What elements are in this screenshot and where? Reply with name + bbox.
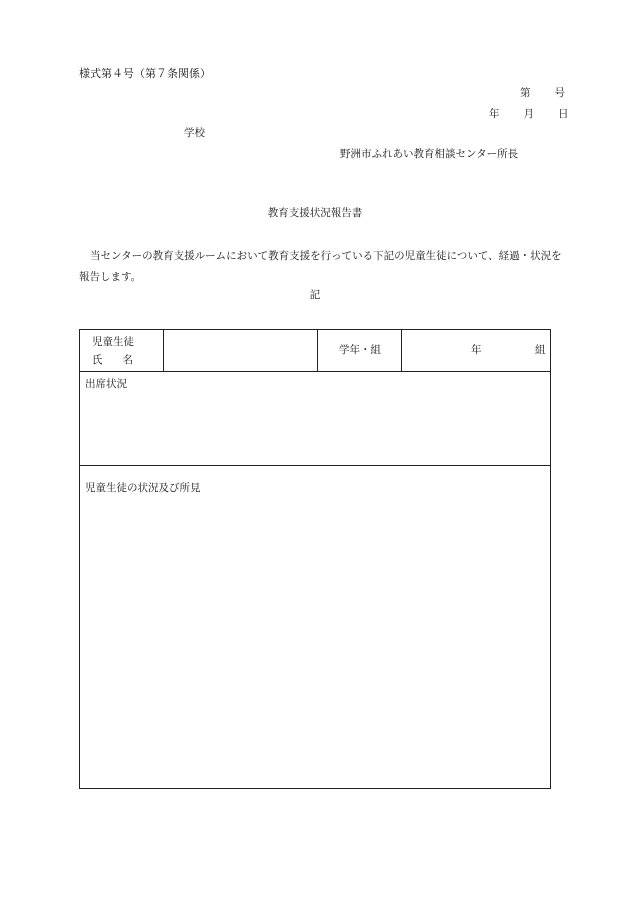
document-number-suffix: 号	[554, 87, 565, 99]
grade-year-label: 年	[471, 344, 482, 356]
recipient: 学校	[184, 127, 205, 139]
document-title: 教育支援状況報告書	[267, 207, 363, 219]
student-name-field[interactable]	[164, 330, 318, 371]
grade-class-label: 組	[535, 344, 546, 356]
document-date	[489, 109, 569, 120]
student-name-label-line1: 児童生徒	[92, 336, 134, 348]
report-table	[79, 329, 551, 789]
body-text: 当センターの教育支援ルームにおいて教育支援を行っている下記の児童生徒について、経過・状況を報告します。	[79, 250, 562, 283]
form-number: 様式第４号（第７条関係）	[79, 67, 211, 80]
status-label: 児童生徒の状況及び所見	[85, 482, 201, 494]
student-name-label-line2	[92, 355, 133, 366]
attendance-field[interactable]	[80, 372, 550, 466]
grade-label-cell	[318, 330, 402, 371]
document-number	[520, 88, 565, 99]
student-name-label-cell	[80, 330, 164, 371]
grade-field[interactable]	[402, 330, 552, 371]
document-number-prefix: 第	[520, 87, 531, 99]
table-row-student	[80, 330, 550, 372]
grade-label: 学年・組	[339, 344, 381, 356]
sender: 野洲市ふれあい教育相談センター所長	[340, 148, 519, 160]
name-label-mei: 名	[122, 354, 133, 366]
ki-heading: 記	[309, 289, 321, 301]
status-field[interactable]	[80, 466, 550, 788]
date-month: 月	[523, 108, 534, 120]
date-year: 年	[489, 108, 500, 120]
name-label-shi: 氏	[92, 354, 103, 366]
attendance-label: 出席状況	[85, 378, 127, 390]
date-day: 日	[558, 108, 569, 120]
